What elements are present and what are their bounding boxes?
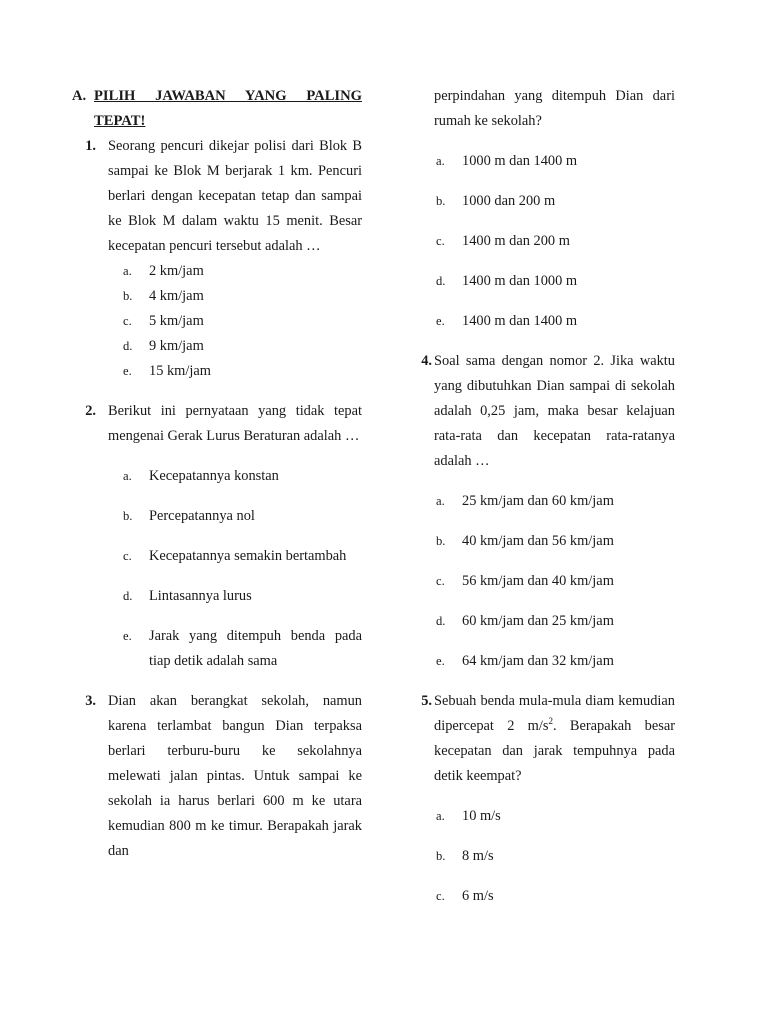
option-text: 4 km/jam bbox=[149, 288, 204, 304]
question-4-options bbox=[410, 489, 675, 674]
option-letter: d. bbox=[436, 614, 446, 628]
option-text: Percepatannya nol bbox=[149, 508, 255, 524]
question-number: 4. bbox=[421, 353, 432, 369]
option-letter: c. bbox=[436, 889, 445, 903]
option-text: 10 m/s bbox=[462, 808, 501, 824]
option-c[interactable] bbox=[410, 229, 675, 254]
option-letter: e. bbox=[436, 654, 445, 668]
question-1 bbox=[72, 134, 362, 259]
option-text: 9 km/jam bbox=[149, 338, 204, 354]
question-3-options bbox=[410, 149, 675, 334]
option-a[interactable] bbox=[72, 259, 362, 284]
option-text: 25 km/jam dan 60 km/jam bbox=[462, 493, 614, 509]
question-3 bbox=[72, 689, 362, 864]
option-letter: e. bbox=[436, 314, 445, 328]
question-number: 5. bbox=[421, 693, 432, 709]
option-text: 5 km/jam bbox=[149, 313, 204, 329]
option-b[interactable] bbox=[410, 844, 675, 869]
option-c[interactable] bbox=[72, 544, 362, 569]
question-1-options bbox=[72, 259, 362, 384]
option-text: Lintasannya lurus bbox=[149, 588, 252, 604]
option-e[interactable] bbox=[72, 359, 362, 384]
superscript: 2 bbox=[548, 716, 553, 727]
section-letter: A. bbox=[72, 88, 87, 104]
question-4 bbox=[410, 349, 675, 474]
option-e[interactable] bbox=[410, 649, 675, 674]
option-a[interactable] bbox=[72, 464, 362, 489]
option-letter: d. bbox=[436, 274, 446, 288]
section-heading bbox=[72, 84, 362, 134]
option-letter: b. bbox=[436, 534, 446, 548]
question-text-main: Sebuah benda mula-mula diam kemudian dipercepat 2 m/s bbox=[434, 693, 675, 734]
option-text: 1400 m dan 1400 m bbox=[462, 313, 578, 329]
option-letter: a. bbox=[436, 494, 445, 508]
option-b[interactable] bbox=[410, 529, 675, 554]
option-letter: e. bbox=[123, 629, 132, 643]
option-letter: b. bbox=[123, 509, 133, 523]
option-d[interactable] bbox=[72, 334, 362, 359]
left-column bbox=[72, 84, 362, 864]
option-text: 64 km/jam dan 32 km/jam bbox=[462, 653, 614, 669]
option-letter: e. bbox=[123, 364, 132, 378]
option-b[interactable] bbox=[72, 504, 362, 529]
option-b[interactable] bbox=[410, 189, 675, 214]
option-c[interactable] bbox=[410, 884, 675, 909]
option-a[interactable] bbox=[410, 149, 675, 174]
option-letter: b. bbox=[436, 849, 446, 863]
option-letter: a. bbox=[123, 264, 132, 278]
question-3-continued bbox=[410, 84, 675, 134]
option-text: 40 km/jam dan 56 km/jam bbox=[462, 533, 614, 549]
option-letter: c. bbox=[436, 574, 445, 588]
option-text: 15 km/jam bbox=[149, 363, 211, 379]
option-a[interactable] bbox=[410, 804, 675, 829]
question-text bbox=[434, 689, 675, 789]
option-letter: b. bbox=[123, 289, 133, 303]
option-b[interactable] bbox=[72, 284, 362, 309]
question-text-tail: . Berapakah besar kecepatan dan jarak tempuhnya pada detik keempat? bbox=[434, 718, 676, 784]
option-text: 2 km/jam bbox=[149, 263, 204, 279]
option-d[interactable] bbox=[72, 584, 362, 609]
option-letter: c. bbox=[123, 314, 132, 328]
option-letter: d. bbox=[123, 339, 133, 353]
option-text: 1400 m dan 200 m bbox=[462, 233, 570, 249]
option-text: 6 m/s bbox=[462, 888, 494, 904]
option-d[interactable] bbox=[410, 609, 675, 634]
option-a[interactable] bbox=[410, 489, 675, 514]
question-number: 3. bbox=[85, 693, 96, 709]
question-text: perpindahan yang ditempuh Dian dari rumah ke sekolah? bbox=[434, 88, 675, 129]
option-letter: a. bbox=[123, 469, 132, 483]
option-letter: a. bbox=[436, 154, 445, 168]
question-2 bbox=[72, 399, 362, 449]
option-d[interactable] bbox=[410, 269, 675, 294]
option-c[interactable] bbox=[410, 569, 675, 594]
option-letter: d. bbox=[123, 589, 133, 603]
question-text: Berikut ini pernyataan yang tidak tepat mengenai Gerak Lurus Beraturan adalah … bbox=[108, 403, 362, 444]
option-letter: b. bbox=[436, 194, 446, 208]
question-text: Dian akan berangkat sekolah, namun karena terlambat bangun Dian terpaksa berlari terburu-buru ke sekolahnya melewati jalan pintas. Untuk sampai ke sekolah ia harus berlari 600 m ke utara kemudian 800 m ke timur. Berapakah jarak dan bbox=[108, 693, 362, 859]
option-e[interactable] bbox=[72, 624, 362, 674]
question-number-spacer bbox=[410, 84, 434, 134]
option-letter: c. bbox=[436, 234, 445, 248]
option-letter: a. bbox=[436, 809, 445, 823]
question-5 bbox=[410, 689, 675, 789]
question-2-options bbox=[72, 464, 362, 674]
question-number: 1. bbox=[85, 138, 96, 154]
right-column bbox=[410, 84, 675, 909]
option-text: Kecepatannya semakin bertambah bbox=[149, 548, 347, 564]
option-text: 8 m/s bbox=[462, 848, 494, 864]
option-text: 60 km/jam dan 25 km/jam bbox=[462, 613, 614, 629]
question-number: 2. bbox=[85, 403, 96, 419]
question-5-options bbox=[410, 804, 675, 909]
option-text: Kecepatannya konstan bbox=[149, 468, 279, 484]
option-text: 1400 m dan 1000 m bbox=[462, 273, 578, 289]
option-text: 1000 m dan 1400 m bbox=[462, 153, 578, 169]
section-title: PILIH JAWABAN YANG PALING TEPAT! bbox=[94, 88, 362, 129]
option-text: 1000 dan 200 m bbox=[462, 193, 556, 209]
option-e[interactable] bbox=[410, 309, 675, 334]
option-letter: c. bbox=[123, 549, 132, 563]
option-text: Jarak yang ditempuh benda pada tiap detik adalah sama bbox=[149, 628, 362, 669]
option-text: 56 km/jam dan 40 km/jam bbox=[462, 573, 614, 589]
question-text: Soal sama dengan nomor 2. Jika waktu yang dibutuhkan Dian sampai di sekolah adalah 0,25 jam, maka besar kelajuan rata-rata dan kecepatan rata-ratanya adalah … bbox=[434, 353, 675, 469]
option-c[interactable] bbox=[72, 309, 362, 334]
question-text: Seorang pencuri dikejar polisi dari Blok B sampai ke Blok M berjarak 1 km. Pencuri berlari dengan kecepatan tetap dan sampai ke Blok M dalam waktu 15 menit. Besar kecepatan pencuri tersebut adalah … bbox=[108, 138, 362, 254]
